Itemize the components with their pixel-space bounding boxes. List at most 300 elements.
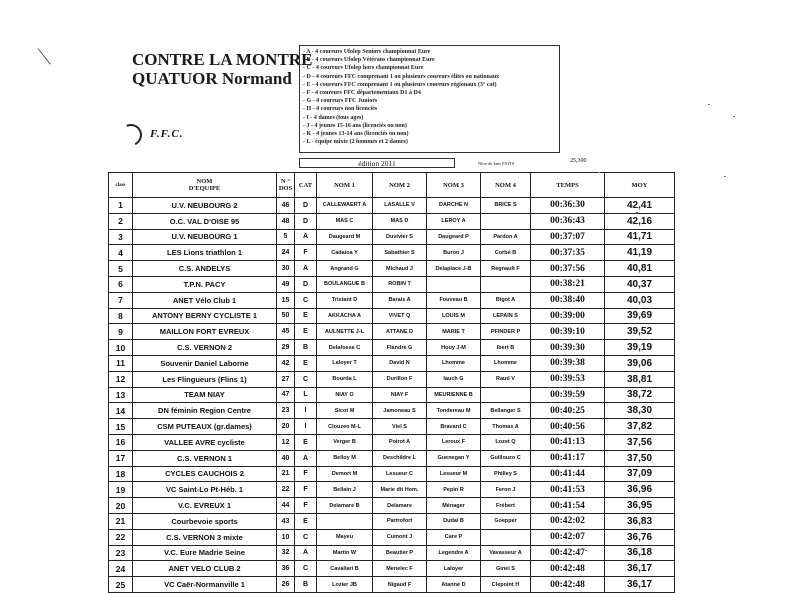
category-cell: F <box>295 498 317 514</box>
team-name-cell: V.C. EVREUX 1 <box>133 498 277 514</box>
rider4-cell: Ginel S <box>481 561 531 577</box>
rider3-cell <box>427 276 481 292</box>
rider4-cell: Vavasseur A <box>481 545 531 561</box>
rider4-cell <box>481 276 531 292</box>
rider4-cell: Lhomme <box>481 355 531 371</box>
rank-cell: 11 <box>109 355 133 371</box>
team-name-cell: VALLEE AVRE cycliste <box>133 434 277 450</box>
category-item: - E - 4 coureurs FFC comprenant 1 ou plusieurs coureurs régionaux (3° cat) <box>303 81 497 88</box>
rider4-cell: Bellanger S <box>481 403 531 419</box>
table-row <box>109 419 675 435</box>
average-speed-cell: 42,16 <box>605 213 675 229</box>
rider3-cell: Daugeard P <box>427 229 481 245</box>
rank-cell: 7 <box>109 292 133 308</box>
team-name-cell: O.C. VAL D'OISE 95 <box>133 213 277 229</box>
average-speed-cell: 41,19 <box>605 245 675 261</box>
time-cell: 00:41:17 <box>531 450 605 466</box>
dossard-cell: 27 <box>277 371 295 387</box>
category-item: - A - 4 coureurs Ufolep Seniors championnat Eure <box>303 49 431 55</box>
rider3-cell: MEURIENNE B <box>427 387 481 403</box>
rider1-cell: Laloyer T <box>317 355 373 371</box>
rank-cell: 5 <box>109 261 133 277</box>
dossard-cell: 10 <box>277 529 295 545</box>
category-item: - F - 4 coureurs FFC départementaux D1 à D4 <box>303 90 421 97</box>
dossard-cell: 47 <box>277 387 295 403</box>
rider2-cell: Menelec F <box>373 561 427 577</box>
team-name-cell: DN féminin Region Centre <box>133 403 277 419</box>
table-row <box>109 276 675 292</box>
rider4-cell: PFINDER P <box>481 324 531 340</box>
category-cell: C <box>295 292 317 308</box>
team-name-cell: VC Saint-Lo Pt-Héb. 1 <box>133 482 277 498</box>
rider2-cell: Duvivier S <box>373 229 427 245</box>
rank-cell: 25 <box>109 577 133 593</box>
table-row <box>109 324 675 340</box>
time-cell: 00:39:30 <box>531 340 605 356</box>
team-name-cell: C.S. VERNON 3 mixte <box>133 529 277 545</box>
rank-cell: 17 <box>109 450 133 466</box>
average-speed-cell: 37,56 <box>605 434 675 450</box>
rank-cell: 4 <box>109 245 133 261</box>
header-dos: N ° DOS <box>277 173 295 198</box>
team-name-cell: U.V. NEUBOURG 2 <box>133 198 277 214</box>
category-cell: E <box>295 324 317 340</box>
time-cell: 00:36:43 <box>531 213 605 229</box>
team-name-cell: Courbevoie sports <box>133 513 277 529</box>
category-cell: C <box>295 529 317 545</box>
rider2-cell: MAS D <box>373 213 427 229</box>
rank-cell: 24 <box>109 561 133 577</box>
category-cell: C <box>295 561 317 577</box>
average-speed-cell: 40,37 <box>605 276 675 292</box>
category-item: - J - 4 jeunes 15-16 ans (licenciés ou non) <box>303 122 407 129</box>
team-name-cell: TEAM NIAY <box>133 387 277 403</box>
rank-cell: 9 <box>109 324 133 340</box>
rider4-cell: Frébert <box>481 498 531 514</box>
rider4-cell: Corbé B <box>481 245 531 261</box>
rider2-cell: VIVET Q <box>373 308 427 324</box>
rider4-cell: Regnault F <box>481 261 531 277</box>
table-row <box>109 213 675 229</box>
time-cell: 00:37:07 <box>531 229 605 245</box>
average-speed-cell: 38,72 <box>605 387 675 403</box>
rider1-cell: Tristant D <box>317 292 373 308</box>
rider3-cell: Legendre A <box>427 545 481 561</box>
rider2-cell: Marie dit Hom. <box>373 482 427 498</box>
rider4-cell: Bigot A <box>481 292 531 308</box>
category-cell: F <box>295 466 317 482</box>
table-row <box>109 529 675 545</box>
team-name-cell: CYCLES CAUCHOIS 2 <box>133 466 277 482</box>
dossard-cell: 21 <box>277 466 295 482</box>
rider1-cell: Daugeard M <box>317 229 373 245</box>
rider3-cell: Atanné D <box>427 577 481 593</box>
results-table <box>108 172 675 593</box>
table-row <box>109 434 675 450</box>
rider2-cell: Michaud J <box>373 261 427 277</box>
rank-cell: 8 <box>109 308 133 324</box>
category-cell: F <box>295 482 317 498</box>
team-name-cell: CSM PUTEAUX (gr.dames) <box>133 419 277 435</box>
rider3-cell: DARCHE N <box>427 198 481 214</box>
team-name-cell: Les Flingueurs (Flins 1) <box>133 371 277 387</box>
category-cell: E <box>295 434 317 450</box>
rider4-cell: Guillouzo C <box>481 450 531 466</box>
rider2-cell: ATTANE D <box>373 324 427 340</box>
average-speed-cell: 36,96 <box>605 482 675 498</box>
header-cat: CAT <box>295 173 317 198</box>
dossard-cell: 50 <box>277 308 295 324</box>
rider3-cell: Laloyer <box>427 561 481 577</box>
header-nom4: NOM 4 <box>481 173 531 198</box>
rider3-cell: Ménager <box>427 498 481 514</box>
category-item: - D - 4 coureurs FFC comprenant 1 ou plusieurs coureurs élites ou nationaux <box>303 73 500 80</box>
rider2-cell: Partrofort <box>373 513 427 529</box>
category-cell: B <box>295 577 317 593</box>
rider2-cell: David N <box>373 355 427 371</box>
rider4-cell: Feron J <box>481 482 531 498</box>
time-cell: 00:39:10 <box>531 324 605 340</box>
dossard-cell: 32 <box>277 545 295 561</box>
distance-label: Nbre de kms FAITS <box>478 161 515 166</box>
rank-cell: 18 <box>109 466 133 482</box>
team-name-cell: V.C. Eure Madrie Seine <box>133 545 277 561</box>
rider4-cell: Clepoint H <box>481 577 531 593</box>
rider3-cell: Lesueur M <box>427 466 481 482</box>
rider2-cell: Flandre G <box>373 340 427 356</box>
header-nom1: NOM 1 <box>317 173 373 198</box>
time-cell: 00:36:30 <box>531 198 605 214</box>
rank-cell: 21 <box>109 513 133 529</box>
rider1-cell: AKKACHA A <box>317 308 373 324</box>
rider4-cell: Lozet Q <box>481 434 531 450</box>
rank-cell: 16 <box>109 434 133 450</box>
average-speed-cell: 38,30 <box>605 403 675 419</box>
rider1-cell: BOULANGUE B <box>317 276 373 292</box>
dossard-cell: 22 <box>277 482 295 498</box>
scan-speck <box>724 176 726 177</box>
rider1-cell: Martin W <box>317 545 373 561</box>
rider3-cell: Guenegan Y <box>427 450 481 466</box>
rider3-cell: LEROY A <box>427 213 481 229</box>
rider4-cell: BRICE S <box>481 198 531 214</box>
rider1-cell: Delafosse C <box>317 340 373 356</box>
time-cell: 00:38:21 <box>531 276 605 292</box>
table-row <box>109 513 675 529</box>
rider2-cell: Cumont J <box>373 529 427 545</box>
rank-cell: 23 <box>109 545 133 561</box>
table-row <box>109 387 675 403</box>
header-nom3: NOM 3 <box>427 173 481 198</box>
table-row <box>109 450 675 466</box>
time-cell: 00:39:00 <box>531 308 605 324</box>
rank-cell: 6 <box>109 276 133 292</box>
rider3-cell: Houy J-M <box>427 340 481 356</box>
page-title: CONTRE LA MONTRE <box>132 50 313 69</box>
category-cell: B <box>295 340 317 356</box>
rider1-cell: Mayeu <box>317 529 373 545</box>
rider4-cell <box>481 387 531 403</box>
rider1-cell: CALLEWAERT A <box>317 198 373 214</box>
category-cell: I <box>295 419 317 435</box>
rider3-cell: Delaplace J-B <box>427 261 481 277</box>
table-row <box>109 229 675 245</box>
scan-speck <box>733 116 735 117</box>
ffc-logo <box>118 124 208 146</box>
table-row <box>109 340 675 356</box>
team-name-cell: T.P.N. PACY <box>133 276 277 292</box>
time-cell: 00:41:53 <box>531 482 605 498</box>
category-cell: D <box>295 276 317 292</box>
category-item: - H - 4 coureurs non licenciés <box>303 106 378 113</box>
rider2-cell: ROBIN T <box>373 276 427 292</box>
team-name-cell: ANTONY BERNY CYCLISTE 1 <box>133 308 277 324</box>
rider2-cell: Nigaud F <box>373 577 427 593</box>
time-cell: 00:40:56 <box>531 419 605 435</box>
dossard-cell: 29 <box>277 340 295 356</box>
rider4-cell: Ibert B <box>481 340 531 356</box>
time-cell: 00:40:25 <box>531 403 605 419</box>
rider3-cell: Lhomme <box>427 355 481 371</box>
time-cell: 00:38:40 <box>531 292 605 308</box>
rider2-cell: Sabathier S <box>373 245 427 261</box>
rank-cell: 13 <box>109 387 133 403</box>
time-cell: 00:42:07 <box>531 529 605 545</box>
team-name-cell: C.S. ANDELYS <box>133 261 277 277</box>
category-cell: L <box>295 387 317 403</box>
table-row <box>109 466 675 482</box>
rider2-cell: Viel S <box>373 419 427 435</box>
rider2-cell: Barais A <box>373 292 427 308</box>
time-cell: 00:39:38 <box>531 355 605 371</box>
team-name-cell: ANET Vélo Club 1 <box>133 292 277 308</box>
rank-cell: 15 <box>109 419 133 435</box>
rider3-cell: Tondereau M <box>427 403 481 419</box>
average-speed-cell: 37,09 <box>605 466 675 482</box>
average-speed-cell: 40,81 <box>605 261 675 277</box>
rider3-cell: Fouveau B <box>427 292 481 308</box>
table-row <box>109 198 675 214</box>
dossard-cell: 12 <box>277 434 295 450</box>
average-speed-cell: 39,19 <box>605 340 675 356</box>
rider2-cell: Delamare <box>373 498 427 514</box>
rider1-cell: Bourda L <box>317 371 373 387</box>
rider1-cell: Cadaioa Y <box>317 245 373 261</box>
rider1-cell: Sicot M <box>317 403 373 419</box>
team-name-cell: ANET VELO CLUB 2 <box>133 561 277 577</box>
rider1-cell: Verger B <box>317 434 373 450</box>
distance-value: 25,300 <box>570 158 587 164</box>
rank-cell: 12 <box>109 371 133 387</box>
category-cell: A <box>295 261 317 277</box>
rider1-cell: Clouzeo M-L <box>317 419 373 435</box>
rider4-cell <box>481 213 531 229</box>
rider3-cell: LOUIS M <box>427 308 481 324</box>
category-cell: I <box>295 403 317 419</box>
team-name-cell: C.S. VERNON 2 <box>133 340 277 356</box>
average-speed-cell: 38,81 <box>605 371 675 387</box>
page-subtitle: QUATUOR Normand <box>132 69 292 88</box>
header-moy: MOY <box>605 173 675 198</box>
header-rang: class <box>109 173 133 198</box>
table-row <box>109 261 675 277</box>
rider2-cell: Beautier P <box>373 545 427 561</box>
dossard-cell: 40 <box>277 450 295 466</box>
dossard-cell: 36 <box>277 561 295 577</box>
dossard-cell: 30 <box>277 261 295 277</box>
table-row <box>109 245 675 261</box>
dossard-cell: 20 <box>277 419 295 435</box>
rider1-cell: Lozier JB <box>317 577 373 593</box>
table-row <box>109 498 675 514</box>
team-name-cell: MAILLON FORT EVREUX <box>133 324 277 340</box>
dossard-cell: 49 <box>277 276 295 292</box>
rider2-cell: Poirot A <box>373 434 427 450</box>
rider1-cell: Angrand G <box>317 261 373 277</box>
rider4-cell: Pardon A <box>481 229 531 245</box>
rider3-cell: MARIE T <box>427 324 481 340</box>
average-speed-cell: 39,06 <box>605 355 675 371</box>
team-name-cell: C.S. VERNON 1 <box>133 450 277 466</box>
rider4-cell: Goepper <box>481 513 531 529</box>
logo-text: F.F.C. <box>150 128 184 140</box>
average-speed-cell: 39,52 <box>605 324 675 340</box>
rider2-cell: Deschildre L <box>373 450 427 466</box>
average-speed-cell: 36,17 <box>605 577 675 593</box>
table-row <box>109 577 675 593</box>
logo-arc-icon <box>117 121 145 149</box>
scan-speck <box>585 550 587 551</box>
scan-speck <box>636 212 638 213</box>
category-cell: E <box>295 308 317 324</box>
table-row <box>109 403 675 419</box>
rider3-cell: Bravard C <box>427 419 481 435</box>
category-cell: F <box>295 245 317 261</box>
table-row <box>109 561 675 577</box>
rider1-cell <box>317 513 373 529</box>
category-item: - K - 4 jeunes 13-14 ans (licenciés ou non) <box>303 131 409 138</box>
rider3-cell: Dudal B <box>427 513 481 529</box>
time-cell: 00:41:44 <box>531 466 605 482</box>
time-cell: 00:41:13 <box>531 434 605 450</box>
average-speed-cell: 36,95 <box>605 498 675 514</box>
team-name-cell: U.V. NEUBOURG 1 <box>133 229 277 245</box>
average-speed-cell: 36,83 <box>605 513 675 529</box>
scan-speck <box>598 172 600 173</box>
category-item: - B - 4 coureurs Ufolep Vétérans championnat Eure <box>303 57 435 64</box>
table-row <box>109 308 675 324</box>
average-speed-cell: 39,69 <box>605 308 675 324</box>
scan-speck <box>708 104 710 105</box>
team-name-cell: VC Caër-Normanville 1 <box>133 577 277 593</box>
table-row <box>109 371 675 387</box>
rider1-cell: Demort M <box>317 466 373 482</box>
rider2-cell: Durillon F <box>373 371 427 387</box>
dossard-cell: 24 <box>277 245 295 261</box>
category-cell: E <box>295 513 317 529</box>
category-cell: D <box>295 213 317 229</box>
average-speed-cell: 37,50 <box>605 450 675 466</box>
rider4-cell: Philley S <box>481 466 531 482</box>
table-header <box>109 173 675 198</box>
rider1-cell: Belloy M <box>317 450 373 466</box>
rider1-cell: Cavallari B <box>317 561 373 577</box>
dossard-cell: 46 <box>277 198 295 214</box>
time-cell: 00:39:53 <box>531 371 605 387</box>
team-name-cell: LES Lions triathlon 1 <box>133 245 277 261</box>
rider2-cell: NIAY F <box>373 387 427 403</box>
rank-cell: 10 <box>109 340 133 356</box>
dossard-cell: 48 <box>277 213 295 229</box>
dossard-cell: 26 <box>277 577 295 593</box>
dossard-cell: 23 <box>277 403 295 419</box>
rider2-cell: LASALLE V <box>373 198 427 214</box>
category-item: - I - 4 dames (tous ages) <box>303 114 364 121</box>
table-row <box>109 355 675 371</box>
average-speed-cell: 36,18 <box>605 545 675 561</box>
time-cell: 00:37:35 <box>531 245 605 261</box>
header-nom2: NOM 2 <box>373 173 427 198</box>
rider1-cell: MAS C <box>317 213 373 229</box>
edition-box: édition 2011 <box>299 158 455 168</box>
category-legend <box>299 45 560 153</box>
table-row <box>109 482 675 498</box>
average-speed-cell: 40,03 <box>605 292 675 308</box>
rider4-cell: Raud V <box>481 371 531 387</box>
average-speed-cell: 36,17 <box>605 561 675 577</box>
time-cell: 00:42:47 <box>531 545 605 561</box>
header-nom: NOM D'EQUIPE <box>133 173 277 198</box>
rider1-cell: NIAY O <box>317 387 373 403</box>
category-cell: D <box>295 198 317 214</box>
dossard-cell: 45 <box>277 324 295 340</box>
rider3-cell: Leroux F <box>427 434 481 450</box>
rider1-cell: AULNETTE J-L <box>317 324 373 340</box>
time-cell: 00:37:56 <box>531 261 605 277</box>
table-row <box>109 292 675 308</box>
rider2-cell: Lesueur C <box>373 466 427 482</box>
rank-cell: 1 <box>109 198 133 214</box>
rider3-cell: Buron J <box>427 245 481 261</box>
table-row <box>109 545 675 561</box>
category-item: - C - 4 coureurs Ufolep hors championnat Eure <box>303 65 424 72</box>
category-cell: C <box>295 371 317 387</box>
rider4-cell: Thomas A <box>481 419 531 435</box>
category-cell: A <box>295 545 317 561</box>
time-cell: 00:39:59 <box>531 387 605 403</box>
time-cell: 00:42:48 <box>531 561 605 577</box>
time-cell: 00:42:02 <box>531 513 605 529</box>
time-cell: 00:42:48 <box>531 577 605 593</box>
header-temps: TEMPS <box>531 173 605 198</box>
average-speed-cell: 36,76 <box>605 529 675 545</box>
rider2-cell: Jamoneau S <box>373 403 427 419</box>
rank-cell: 20 <box>109 498 133 514</box>
average-speed-cell: 37,82 <box>605 419 675 435</box>
team-name-cell: Souvenir Daniel Laborne <box>133 355 277 371</box>
dossard-cell: 42 <box>277 355 295 371</box>
rider3-cell: Iauch G <box>427 371 481 387</box>
rider4-cell: LEPAIN S <box>481 308 531 324</box>
rank-cell: 3 <box>109 229 133 245</box>
rider1-cell: Delamare B <box>317 498 373 514</box>
dossard-cell: 15 <box>277 292 295 308</box>
average-speed-cell: 42,41 <box>605 198 675 214</box>
category-cell: A <box>295 450 317 466</box>
time-cell: 00:41:54 <box>531 498 605 514</box>
rank-cell: 2 <box>109 213 133 229</box>
scan-mark <box>38 48 51 64</box>
